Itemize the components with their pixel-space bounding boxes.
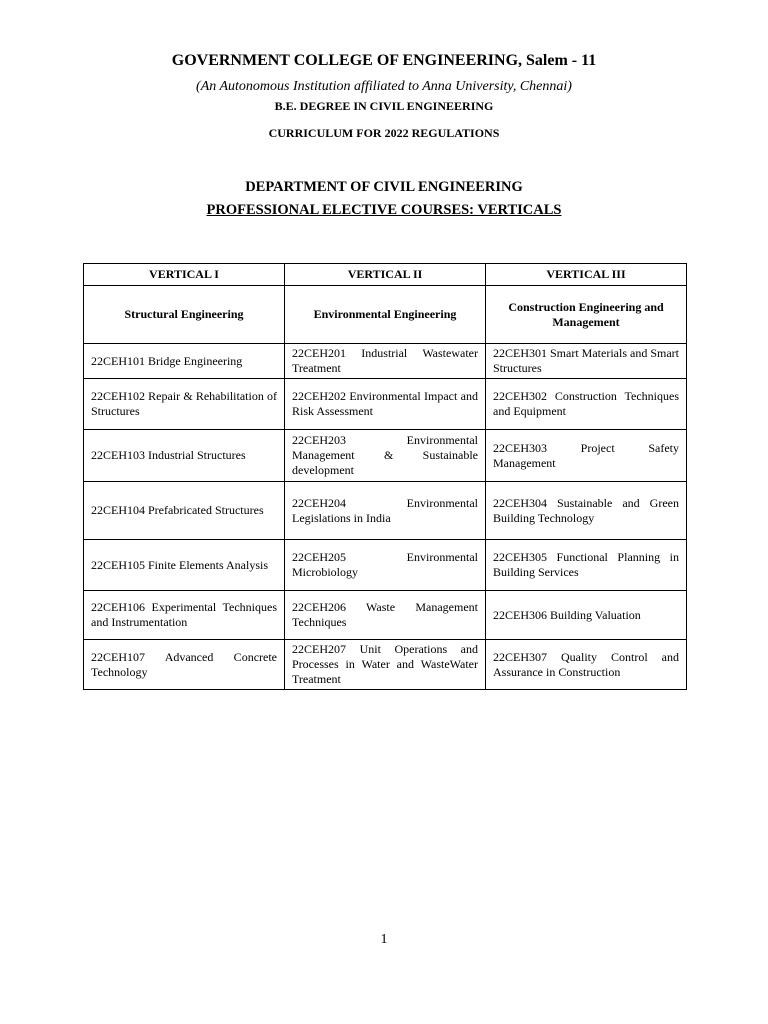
course-cell: 22CEH204 Environmental Legislations in India	[285, 482, 486, 540]
course-cell: 22CEH207 Unit Operations and Processes in Water and WasteWater Treatment	[285, 640, 486, 690]
course-cell: 22CEH304 Sustainable and Green Building Technology	[486, 482, 687, 540]
course-cell: 22CEH302 Construction Techniques and Equipment	[486, 379, 687, 430]
table-row	[84, 430, 687, 482]
table-row	[84, 379, 687, 430]
course-cell: 22CEH303 Project Safety Management	[486, 430, 687, 482]
vertical-header-1: VERTICAL I	[84, 264, 285, 286]
course-cell: 22CEH105 Finite Elements Analysis	[84, 540, 285, 591]
course-cell: 22CEH301 Smart Materials and Smart Structures	[486, 344, 687, 379]
course-cell: 22CEH201 Industrial Wastewater Treatment	[285, 344, 486, 379]
curriculum-line: CURRICULUM FOR 2022 REGULATIONS	[268, 126, 500, 140]
affiliation-line: (An Autonomous Institution affiliated to Anna University, Chennai)	[196, 79, 572, 94]
table-row	[84, 640, 687, 690]
table-row	[84, 591, 687, 640]
department-heading: DEPARTMENT OF CIVIL ENGINEERING	[245, 179, 523, 195]
course-cell: 22CEH202 Environmental Impact and Risk Assessment	[285, 379, 486, 430]
verticals-table	[83, 263, 687, 690]
course-cell: 22CEH104 Prefabricated Structures	[84, 482, 285, 540]
stream-header-row	[84, 286, 687, 344]
institution-name: GOVERNMENT COLLEGE OF ENGINEERING,	[171, 52, 523, 69]
table-row	[84, 540, 687, 591]
stream-header-1: Structural Engineering	[84, 286, 285, 344]
section-title: PROFESSIONAL ELECTIVE COURSES: VERTICALS	[206, 202, 562, 218]
course-cell: 22CEH306 Building Valuation	[486, 591, 687, 640]
vertical-header-2: VERTICAL II	[285, 264, 486, 286]
course-cell: 22CEH107 Advanced Concrete Technology	[84, 640, 285, 690]
stream-header-3: Construction Engineering and Management	[486, 286, 687, 344]
vertical-header-row	[84, 264, 687, 286]
course-cell: 22CEH101 Bridge Engineering	[84, 344, 285, 379]
course-cell: 22CEH305 Functional Planning in Building Services	[486, 540, 687, 591]
institution-title	[0, 52, 768, 70]
stream-header-2: Environmental Engineering	[285, 286, 486, 344]
vertical-header-3: VERTICAL III	[486, 264, 687, 286]
page-number: 1	[380, 932, 388, 947]
course-cell: 22CEH206 Waste Management Techniques	[285, 591, 486, 640]
course-cell: 22CEH205 Environmental Microbiology	[285, 540, 486, 591]
course-cell: 22CEH203 Environmental Management & Sustainable development	[285, 430, 486, 482]
degree-line: B.E. DEGREE IN CIVIL ENGINEERING	[274, 99, 494, 113]
table-row	[84, 344, 687, 379]
section-heading	[0, 202, 768, 219]
course-cell: 22CEH307 Quality Control and Assurance in Construction	[486, 640, 687, 690]
course-cell: 22CEH102 Repair & Rehabilitation of Structures	[84, 379, 285, 430]
course-cell: 22CEH106 Experimental Techniques and Instrumentation	[84, 591, 285, 640]
course-cell: 22CEH103 Industrial Structures	[84, 430, 285, 482]
table-row	[84, 482, 687, 540]
institution-location: Salem - 11	[522, 52, 597, 69]
